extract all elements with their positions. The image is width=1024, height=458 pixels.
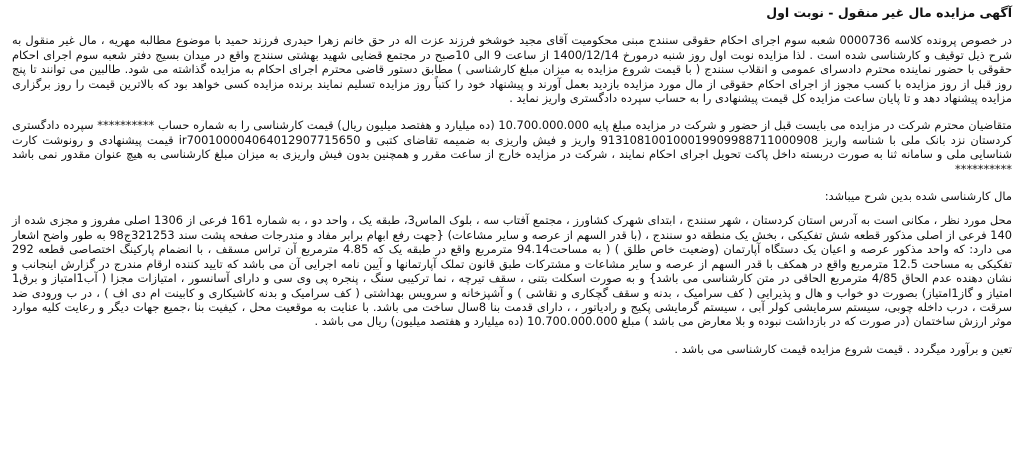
bidder-requirements-paragraph: متقاضیان محترم شرکت در مزایده می بایست قبل از حضور و شرکت در مزایده مبلغ پایه 10.700.000.000 (ده میلیارد و هفتصد میلیون ریال) قیمت کارشناسی را به شماره حساب ********** سپرده دادگستری کردستان نزد بانک ملی با شناسه واریز 913108100100019909988711000908 واریز و فیش واریزی به ضمیمه تقاضای کتبی و ir700100004064012907715650 قیمت پیشنهادی و رونوشت کارت شناسایی ملی و سامانه ثنا به صورت دربسته داخل پاکت تحویل اجرای احکام نمایند ، شرکت در مزایده خارج از ساعت مقرر و همچنین بدون فیش واریزی به میزان مبلغ کارشناسی به هیچ عنوان مقدور نمی باشد ********** [12,118,1012,176]
closing-line: تعین و برآورد میگردد . قیمت شروع مزایده قیمت کارشناسی می باشد . [674,341,1012,356]
notice-intro-paragraph: در خصوص پرونده کلاسه 0000736 شعبه سوم اجرای احکام حقوقی سنندج مبنی محکومیت آقای مجید خوشخو فرزند عزت اله در حق خانم زهرا حیدری فرزند حمید با موضوع مطالبه مهریه ، مال غیر منقول به شرح ذیل توقیف و کارشناسی شده است . لذا مزایده نوبت اول روز شنبه درمورخ 1400/12/14 از ساعت 9 الی 10صبح در مجتمع قضایی شهید بهشتی سنندج واقع در میدان بسیج دفتر شعبه سوم اجرای احکام حقوقی با حضور نماینده محترم دادسرای عمومی و انقلاب سنندج ( با قیمت شروع مزایده به میزان مبلغ کارشناسی ) مطابق دستور قاضی محترم اجرای احکام به مزایده گذاشته می شود. طالبین می توانند تا پنج روز قبل از روز مزایده با کسب مجوز از اجرای احکام حقوقی از مال مورد مزایده بازدید بعمل آورند و پیشنهاد خود را کتباً روز مزایده تسلیم نمایند برنده مزایده کسی خواهد بود که بالاترین قیمت را روز برگزاری مزایده پیشنهاد دهد و تا پایان ساعت مزایده کل قیمت پیشنهادی را به حساب سپرده دادگستری واریز نماید . [12,33,1012,106]
notice-title: آگهی مزایده مال غیر منقول - نوبت اول [766,5,1012,20]
property-description-paragraph: محل مورد نظر ، مکانی است به آدرس استان کردستان ، شهر سنندج ، ابتدای شهرک کشاورز ، مجتمع آفتاب سه ، بلوک الماس3، طبقه یک ، واحد دو ، به شماره 161 فرعی از 1306 اصلی مفروز و مجزی شده از 140 فرعی از اصلی مذکور قطعه شش تفکیکی ، بخش یک منطقه دو سنندج ، (با قدر السهم از عرصه و سایر مشاعات) {جهت رفع ابهام برابر مفاد و مندرجات صفحه پشت سند 321253ج98 به طور واضح اشعار می دارد: که واحد مذکور عرصه و اعیان یک دستگاه آپارتمان (وضعیت خاص طلق ) ( به مساحت94.14 مترمربع واقع در طبقه یک که 4.85 مترمربع آن تراس مسقف ، با انضمام پارکینگ اختصاصی قطعه 292 تفکیکی به مساحت 12.5 مترمربع واقع در همکف با قدر السهم از عرصه و سایر مشاعات و مشترکات طبق قانون تملک آپارتمانها و آیین نامه اجرایی آن می باشد که تایید کننده ارقام مندرج در گزارش اینجانب و نشان دهنده عدم الحاق 4/85 مترمربع الحاقی در متن کارشناسی می باشد} و به صورت اسکلت بتنی ، سقف تیرچه ، نما ترکیبی سنگ ، پنجره پی وی سی و دارای آسانسور ، امتیازات مجزا ( آب1امتیاز و برق1 امتیاز و گاز1امتیاز) بصورت دو خواب و هال و پذیرایی ( کف سرامیک ، بدنه و سقف گچکاری و نقاشی ) و آشپزخانه و سرویس بهداشتی ( کف سرامیک و بدنه کاشیکاری و کابینت ام دی اف ) ، در ب ورودی ضد سرقت ، درب داخله چوبی، سیستم سرمایشی کولر آبی ، سیستم گرمایشی پکیج و رادیاتور ، ، دارای قدمت بنا 8سال ساخت می باشد. با عنایت به موقعیت محل ، کیفیت بنا ،جمیع جهات دیگر و رعایت کلیه موارد موثر ارزش ساختمان (در صورت که در بازداشت نبوده و بلا معارض می باشد ) مبلغ 10.700.000.000 (ده میلیارد و هفتصد میلیون) ریال می باشد . [12,213,1012,329]
property-section-label: مال کارشناسی شده بدین شرح میباشد: [824,189,1012,204]
